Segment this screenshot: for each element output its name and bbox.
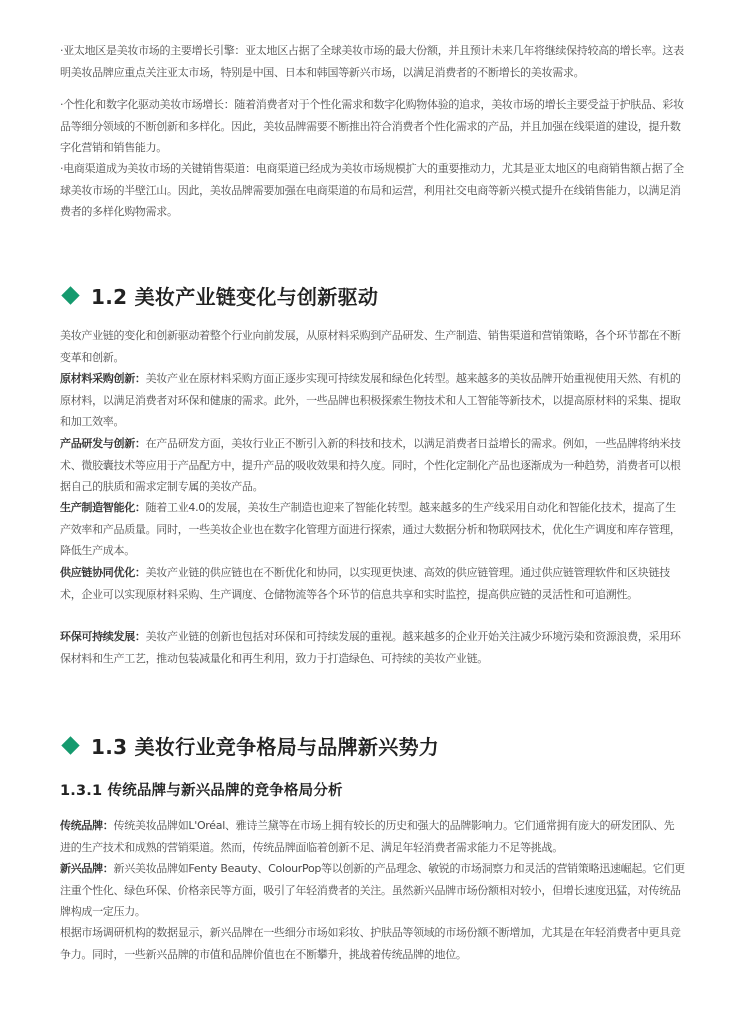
intro-paragraph-asia: ·亚太地区是美妆市场的主要增长引擎：亚太地区占据了全球美妆市场的最大份额，并且预计未来几年将继续保持较高的增长率。这表明美妆品牌应重点关注亚太市场，特别是中国、日本和韩国等新兴市场，以满足消费者的不断增长的美妆需求。 [60, 44, 684, 79]
section-1-3-closing: 根据市场调研机构的数据显示，新兴品牌在一些细分市场如彩妆、护肤品等领域的市场份额不断增加，尤其是在年轻消费者中更具竞争力。同时，一些新兴品牌的市值和品牌价值也在不断攀升，挑战着传统品牌的地位。 [60, 926, 681, 961]
item-supply-chain [60, 562, 685, 605]
item-label: 新兴品牌： [60, 862, 114, 875]
intro-paragraph-personalization: ·个性化和数字化驱动美妆市场增长：随着消费者对于个性化需求和数字化购物体验的追求，美妆市场的增长主要受益于护肤品、彩妆品等细分领域的不断创新和多样化。因此，美妆品牌需要不断推出符合消费者个性化需求的产品，并且加强在线渠道的建设，提升数字化营销和销售能力。 [60, 98, 684, 154]
section-title-1-2: 1.2 美妆产业链变化与创新驱动 [91, 284, 379, 309]
section-heading-1-3 [60, 730, 439, 760]
item-label: 产品研发与创新： [60, 437, 146, 450]
item-text: 随着工业4.0的发展，美妆生产制造也迎来了智能化转型。越来越多的生产线采用自动化和智能化技术，提高了生产效率和产品质量。同时，一些美妆企业也在数字化管理方面进行探索，通过大数据分析和物联网技术，优化生产调度和库存管理，降低生产成本。 [60, 501, 681, 557]
item-text: 美妆产业在原材料采购方面正逐步实现可持续发展和绿色化转型。越来越多的美妆品牌开始重视使用天然、有机的原材料，以满足消费者对环保和健康的需求。此外，一些品牌也积极探索生物技术和人工智能等新技术，以提高原材料的采集、提取和加工效率。 [60, 372, 681, 428]
item-emerging-brands [60, 858, 685, 923]
item-product-rd [60, 433, 685, 498]
item-raw-material [60, 368, 685, 433]
subsection-title-1-3-1: 1.3.1 传统品牌与新兴品牌的竞争格局分析 [60, 783, 343, 799]
item-label: 供应链协同优化： [60, 566, 146, 579]
item-text: 美妆产业链的创新也包括对环保和可持续发展的重视。越来越多的企业开始关注减少环境污染和资源浪费，采用环保材料和生产工艺，推动包装减量化和再生利用，致力于打造绿色、可持续的美妆产业链。 [60, 630, 681, 665]
item-label: 环保可持续发展： [60, 630, 146, 643]
item-label: 传统品牌： [60, 819, 114, 832]
intro-paragraph-ecommerce: ·电商渠道成为美妆市场的关键销售渠道：电商渠道已经成为美妆市场规模扩大的重要推动力，尤其是亚太地区的电商销售额占据了全球美妆市场的半壁江山。因此，美妆品牌需要加强在电商渠道的布局和运营，利用社交电商等新兴模式提升在线销售能力，以满足消费者的多样化购物需求。 [60, 162, 684, 218]
item-label: 生产制造智能化： [60, 501, 146, 514]
section-1-2-intro: 美妆产业链的变化和创新驱动着整个行业向前发展，从原材料采购到产品研发、生产制造、销售渠道和营销策略，各个环节都在不断变革和创新。 [60, 329, 681, 364]
item-text: 新兴美妆品牌如Fenty Beauty、ColourPop等以创新的产品理念、敏锐的市场洞察力和灵活的营销策略迅速崛起。它们更注重个性化、绿色环保、价格亲民等方面，吸引了年轻消费者的关注。虽然新兴品牌市场份额相对较小，但增长速度迅猛，对传统品牌构成一定压力。 [60, 862, 685, 918]
item-label: 原材料采购创新： [60, 372, 146, 385]
diamond-bullet-icon [61, 736, 79, 754]
section-title-1-3: 1.3 美妆行业竞争格局与品牌新兴势力 [91, 734, 440, 759]
item-text: 美妆产业链的供应链也在不断优化和协同，以实现更快速、高效的供应链管理。通过供应链管理软件和区块链技术，企业可以实现原材料采购、生产调度、仓储物流等各个环节的信息共享和实时监控，提高供应链的灵活性和可追溯性。 [60, 566, 670, 601]
item-manufacturing [60, 497, 685, 562]
item-traditional-brands [60, 815, 685, 858]
diamond-bullet-icon [61, 286, 79, 304]
item-sustainability [60, 626, 685, 669]
section-heading-1-2 [60, 280, 378, 310]
item-text: 在产品研发方面，美妆行业正不断引入新的科技和技术，以满足消费者日益增长的需求。例如，一些品牌将纳米技术、微胶囊技术等应用于产品配方中，提升产品的吸收效果和持久度。同时，个性化定制化产品也逐渐成为一种趋势，消费者可以根据自己的肤质和需求定制专属的美妆产品。 [60, 437, 681, 493]
item-text: 传统美妆品牌如L'Oréal、雅诗兰黛等在市场上拥有较长的历史和强大的品牌影响力。它们通常拥有庞大的研发团队、先进的生产技术和成熟的营销渠道。然而，传统品牌面临着创新不足、满足年轻消费者需求能力不足等挑战。 [60, 819, 675, 854]
